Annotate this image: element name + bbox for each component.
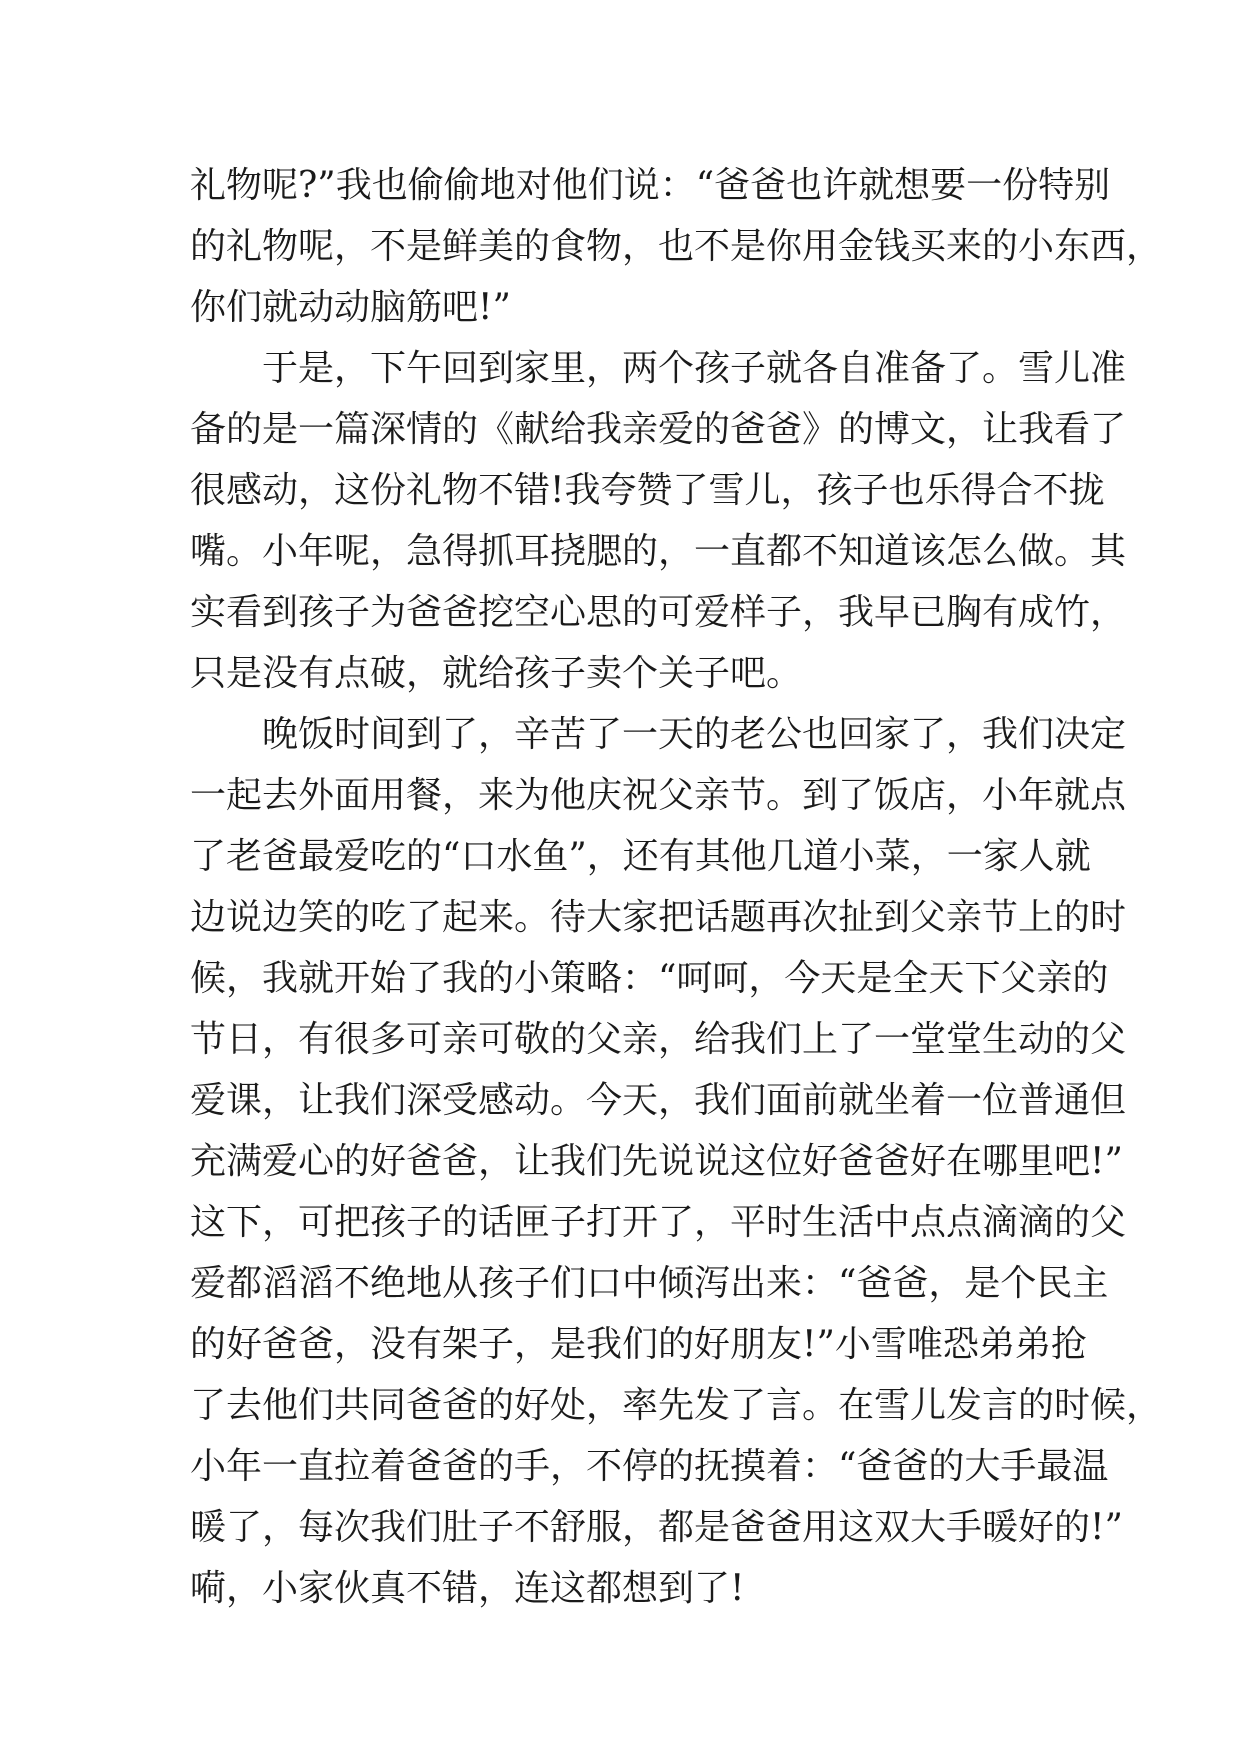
text-line: 爱课，让我们深受感动。今天，我们面前就坐着一位普通但 bbox=[190, 1080, 1127, 1121]
text-line: 只是没有点破，就给孩子卖个关子吧。 bbox=[190, 653, 803, 694]
paragraph-2 bbox=[190, 338, 1127, 704]
document-body bbox=[190, 155, 1163, 1619]
text-line: 这下，可把孩子的话匣子打开了，平时生活中点点滴滴的父 bbox=[190, 1202, 1127, 1243]
text-line: 爱都滔滔不绝地从孩子们口中倾泻出来：“爸爸，是个民主 bbox=[190, 1263, 1109, 1304]
text-line: 礼物呢?”我也偷偷地对他们说：“爸爸也许就想要一份特别 bbox=[190, 165, 1111, 206]
text-line: 于是，下午回到家里，两个孩子就各自准备了。雪儿准 bbox=[262, 348, 1127, 389]
text-line: 备的是一篇深情的《献给我亲爱的爸爸》的博文，让我看了 bbox=[190, 409, 1127, 450]
text-line: 一起去外面用餐，来为他庆祝父亲节。到了饭店，小年就点 bbox=[190, 775, 1127, 816]
text-line: 候，我就开始了我的小策略：“呵呵，今天是全天下父亲的 bbox=[190, 958, 1109, 999]
text-line: 晚饭时间到了，辛苦了一天的老公也回家了，我们决定 bbox=[262, 714, 1127, 755]
text-line: 嘴。小年呢，急得抓耳挠腮的，一直都不知道该怎么做。其 bbox=[190, 531, 1127, 572]
text-line: 了去他们共同爸爸的好处，率先发了言。在雪儿发言的时候， bbox=[190, 1385, 1163, 1426]
text-line: 充满爱心的好爸爸，让我们先说说这位好爸爸好在哪里吧!” bbox=[190, 1141, 1123, 1182]
text-line: 小年一直拉着爸爸的手，不停的抚摸着：“爸爸的大手最温 bbox=[190, 1446, 1109, 1487]
text-line: 的好爸爸，没有架子，是我们的好朋友!”小雪唯恐弟弟抢 bbox=[190, 1324, 1087, 1365]
paragraph-3 bbox=[190, 704, 1163, 1619]
text-line: 很感动，这份礼物不错!我夸赞了雪儿，孩子也乐得合不拢 bbox=[190, 470, 1105, 511]
text-line: 的礼物呢，不是鲜美的食物，也不是你用金钱买来的小东西， bbox=[190, 226, 1163, 267]
text-line: 节日，有很多可亲可敬的父亲，给我们上了一堂堂生动的父 bbox=[190, 1019, 1127, 1060]
text-line: 边说边笑的吃了起来。待大家把话题再次扯到父亲节上的时 bbox=[190, 897, 1127, 938]
text-line: 实看到孩子为爸爸挖空心思的可爱样子，我早已胸有成竹， bbox=[190, 592, 1127, 633]
text-line: 了老爸最爱吃的“口水鱼”，还有其他几道小菜，一家人就 bbox=[190, 836, 1091, 877]
paragraph-1 bbox=[190, 155, 1163, 338]
text-line: 嗬，小家伙真不错，连这都想到了! bbox=[190, 1568, 745, 1609]
text-line: 你们就动动脑筋吧!” bbox=[190, 287, 511, 328]
text-line: 暖了，每次我们肚子不舒服，都是爸爸用这双大手暖好的!” bbox=[190, 1507, 1123, 1548]
